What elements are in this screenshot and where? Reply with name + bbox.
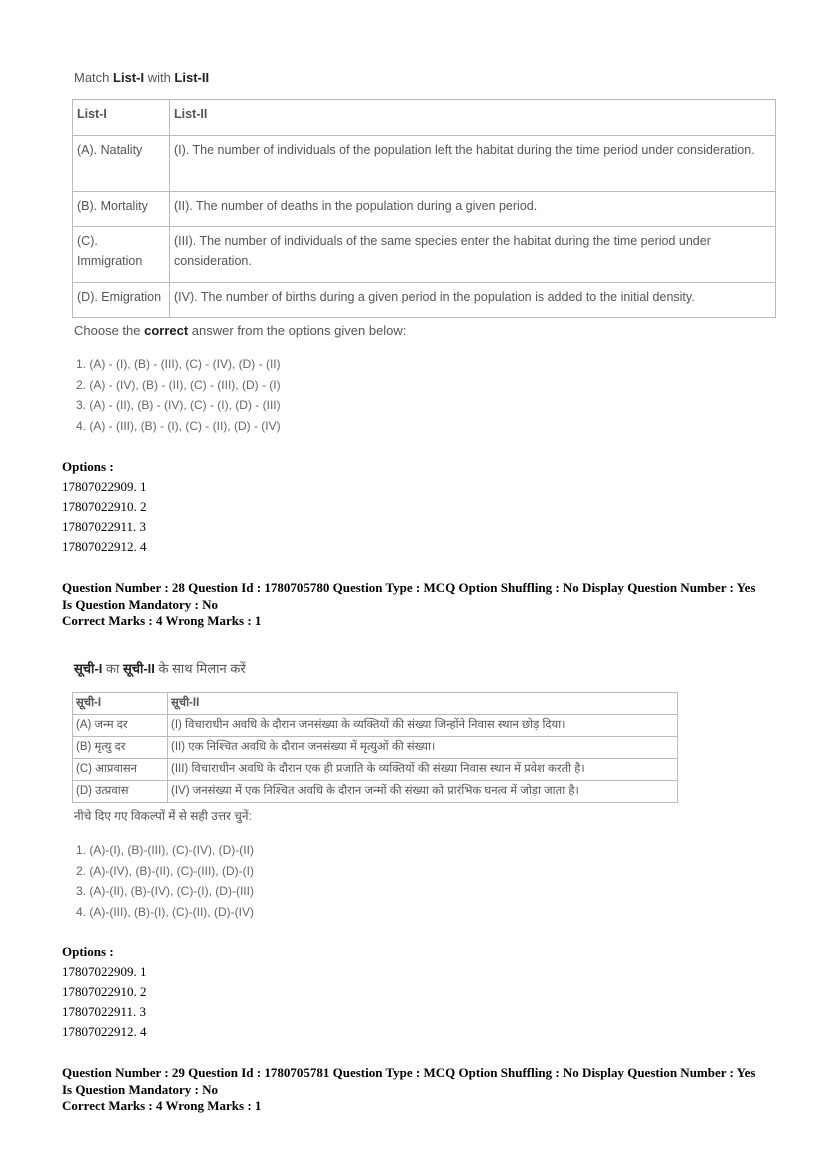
q27-match-table	[72, 99, 776, 318]
table-row	[73, 715, 678, 737]
table-cell: (II) एक निश्चित अवधि के दौरान जनसंख्या में मृत्युओं की संख्या।	[168, 737, 678, 759]
table-row	[73, 136, 776, 192]
list-item: 4. (A) - (III), (B) - (I), (C) - (II), (D) - (IV)	[76, 418, 281, 433]
q28-choice-list	[76, 840, 254, 922]
list-item: 1. (A) - (I), (B) - (III), (C) - (IV), (D) - (II)	[76, 357, 281, 371]
list-item: 1. (A)-(I), (B)-(III), (C)-(IV), (D)-(II)	[76, 843, 254, 857]
table-row	[73, 693, 678, 715]
table-row	[73, 100, 776, 136]
table-row	[73, 227, 776, 283]
table-cell: (II). The number of deaths in the population during a given period.	[170, 192, 776, 227]
options-label: Options :	[62, 944, 114, 959]
option-id: 17807022911. 3	[62, 519, 147, 534]
table-header-cell: सूची-I	[73, 693, 168, 715]
table-cell: (D) उत्प्रवास	[73, 781, 168, 803]
list-item: 2. (A) - (IV), (B) - (II), (C) - (III), (D) - (I)	[76, 377, 281, 392]
table-row	[73, 781, 678, 803]
q28-heading: सूची-I का सूची-II के साथ मिलान करें	[74, 661, 246, 676]
q27-choose-instruction: Choose the correct answer from the options given below:	[74, 323, 407, 338]
table-header-cell: सूची-II	[168, 693, 678, 715]
table-header-cell: List-II	[170, 100, 776, 136]
table-header-cell: List-I	[73, 100, 170, 136]
option-id: 17807022910. 2	[62, 984, 147, 999]
table-row	[73, 737, 678, 759]
table-cell: (IV) जनसंख्या में एक निश्चित अवधि के दौरान जन्मों की संख्या को प्रारंभिक घनत्व में जोड़ा जाता है।	[168, 781, 678, 803]
option-id: 17807022912. 4	[62, 539, 147, 554]
option-id: 17807022910. 2	[62, 499, 147, 514]
q28-options	[62, 942, 147, 1042]
question-meta-line: Question Number : 29 Question Id : 1780705781 Question Type : MCQ Option Shuffling : No Display Question Number : Yes	[62, 1065, 756, 1080]
table-row	[73, 283, 776, 318]
q27-options	[62, 457, 147, 557]
option-id: 17807022912. 4	[62, 1024, 147, 1039]
question-meta-line: Correct Marks : 4 Wrong Marks : 1	[62, 1098, 262, 1113]
table-cell: (D). Emigration	[73, 283, 170, 318]
table-cell: (I). The number of individuals of the population left the habitat during the time period under consideration.	[170, 136, 776, 192]
q28-match-table	[72, 692, 678, 803]
option-id: 17807022911. 3	[62, 1004, 147, 1019]
list-item: 4. (A)-(III), (B)-(I), (C)-(II), (D)-(IV)	[76, 904, 254, 919]
option-id: 17807022909. 1	[62, 479, 147, 494]
q28-meta	[62, 580, 802, 630]
list-item: 3. (A)-(II), (B)-(IV), (C)-(I), (D)-(III)	[76, 884, 254, 898]
table-cell: (A) जन्म दर	[73, 715, 168, 737]
question-meta-line: Question Number : 28 Question Id : 1780705780 Question Type : MCQ Option Shuffling : No Display Question Number : Yes	[62, 580, 756, 595]
option-id: 17807022909. 1	[62, 964, 147, 979]
table-cell: (III) विचाराधीन अवधि के दौरान एक ही प्रजाति के व्यक्तियों की संख्या निवास स्थान में प्रवेश करती है।	[168, 759, 678, 781]
table-cell: (IV). The number of births during a given period in the population is added to the initial density.	[170, 283, 776, 318]
question-meta-line: Is Question Mandatory : No	[62, 1081, 219, 1097]
table-cell: (B). Mortality	[73, 192, 170, 227]
table-cell: (B) मृत्यु दर	[73, 737, 168, 759]
table-cell: (I) विचाराधीन अवधि के दौरान जनसंख्या के व्यक्तियों की संख्या जिन्होंने निवास स्थान छोड़ दिया।	[168, 715, 678, 737]
table-cell: (C). Immigration	[73, 227, 170, 283]
q27-choice-list	[76, 354, 281, 436]
question-meta-line: Correct Marks : 4 Wrong Marks : 1	[62, 613, 262, 628]
table-cell: (III). The number of individuals of the same species enter the habitat during the time period under consideration.	[170, 227, 776, 283]
q27-heading: Match List-I with List-II	[74, 70, 210, 85]
table-row	[73, 759, 678, 781]
table-cell: (C) आप्रवासन	[73, 759, 168, 781]
options-label: Options :	[62, 459, 114, 474]
table-row	[73, 192, 776, 227]
list-item: 3. (A) - (II), (B) - (IV), (C) - (I), (D) - (III)	[76, 398, 281, 412]
q29-meta	[62, 1065, 802, 1115]
q28-choose-instruction: नीचे दिए गए विकल्पों में से सही उत्तर चुनें:	[74, 809, 252, 823]
list-item: 2. (A)-(IV), (B)-(II), (C)-(III), (D)-(I)	[76, 863, 254, 878]
question-meta-line: Is Question Mandatory : No	[62, 596, 219, 612]
table-cell: (A). Natality	[73, 136, 170, 192]
